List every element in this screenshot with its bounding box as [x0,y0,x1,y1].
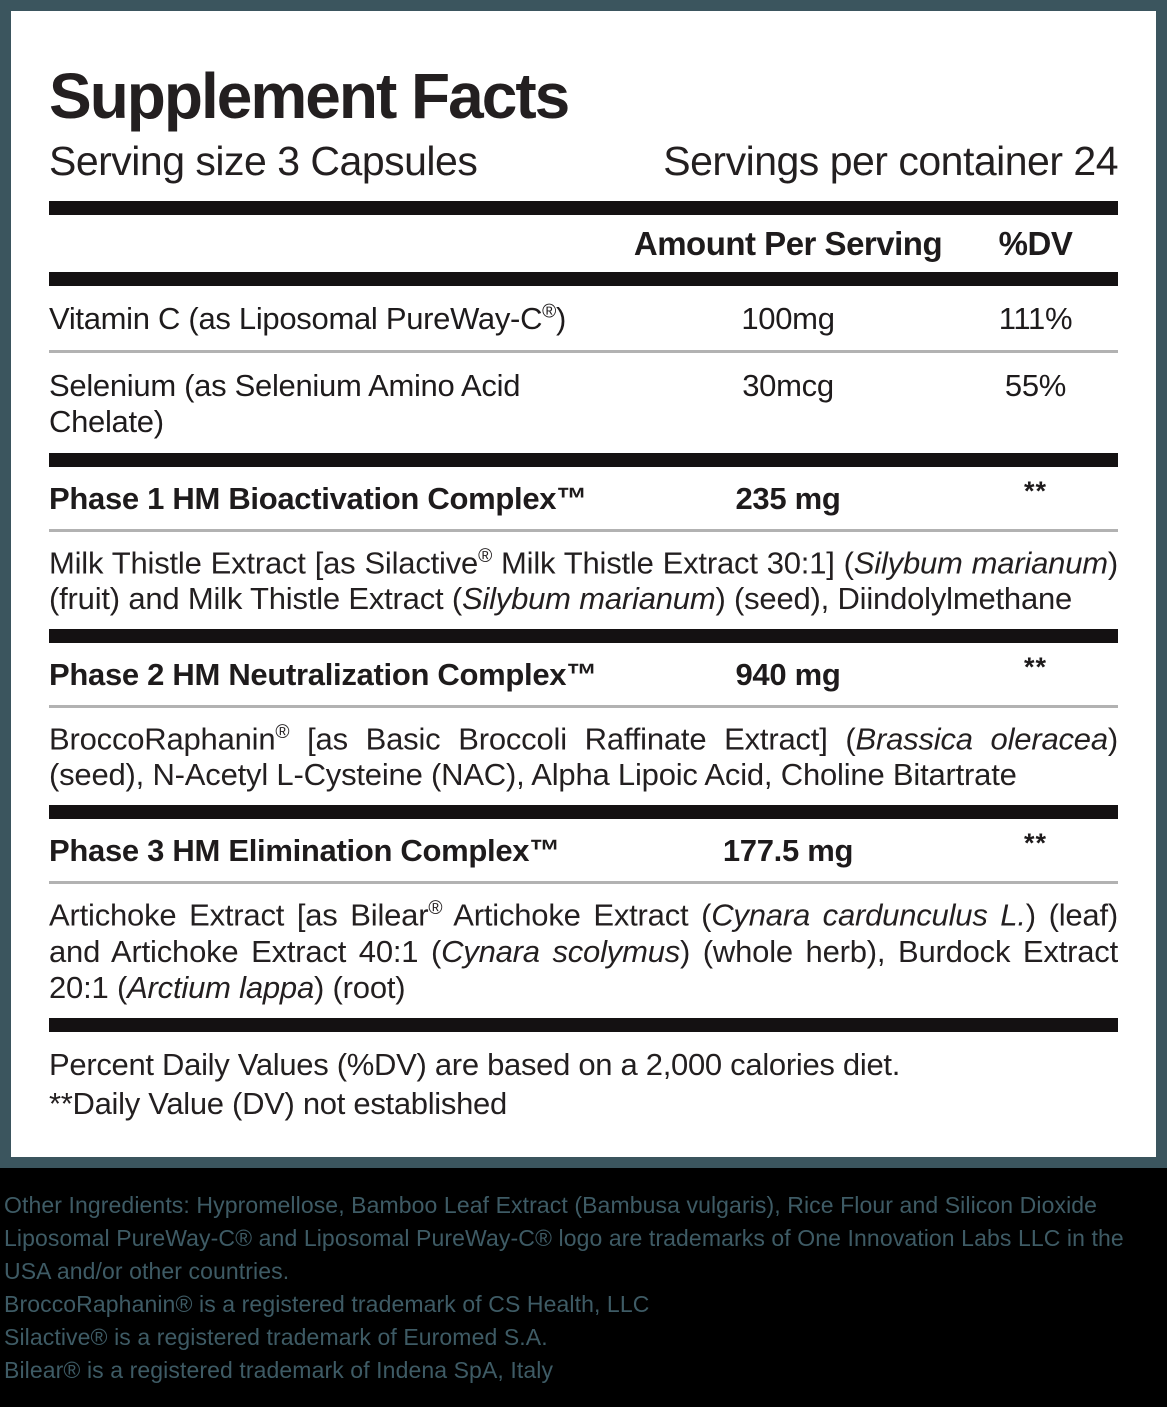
nutrient-row-vitamin-c [49,286,1118,350]
amount-per-serving-header: Amount Per Serving [633,224,943,262]
phase-3-description: Artichoke Extract [as Bilear® Artichoke Extract (Cynara cardunculus L.) (leaf) and Artichoke Extract 40:1 (Cynara scolymus) (whole herb), Burdock Extract 20:1 (Arctium lappa) (root) [49,897,1118,1005]
other-ingredients-footer [0,1168,1167,1407]
phase-name: Phase 2 HM Neutralization Complex™ [49,656,597,692]
thick-bar [49,629,1118,643]
broccoraphanin-trademark-line: BroccoRaphanin® is a registered trademark of CS Health, LLC [4,1291,650,1317]
nutrient-dv: 111% [998,300,1073,336]
phase-row-1 [49,467,1118,529]
supplement-facts-title: Supplement Facts [49,60,569,132]
phase-amount: 235 mg [735,480,841,516]
phase-name: Phase 1 HM Bioactivation Complex™ [49,480,587,516]
nutrient-amount: 100mg [741,300,835,336]
dv-not-established-footnote: **Daily Value (DV) not established [49,1085,507,1121]
phase-amount: 177.5 mg [722,833,854,869]
nutrient-amount: 30mcg [742,367,834,403]
thick-bar [49,201,1118,215]
column-header-row [49,215,1118,272]
phase-amount: 940 mg [735,656,841,692]
nutrient-name: Selenium (as Selenium Amino Acid Chelate) [49,367,521,439]
phase-dv-asterisks: ** [1023,475,1047,506]
thick-bar [49,1018,1118,1032]
other-ingredients-line: Other Ingredients: Hypromellose, Bamboo Leaf Extract (Bambusa vulgaris), Rice Flour and Silicon Dioxide [4,1192,1098,1218]
serving-info-row [49,137,1118,186]
nutrient-name: Vitamin C (as Liposomal PureWay-C®) [49,300,567,336]
thick-bar [49,272,1118,286]
thick-bar [49,453,1118,467]
nutrient-row-selenium [49,353,1118,453]
serving-size: Serving size 3 Capsules [49,138,478,185]
silactive-trademark-line: Silactive® is a registered trademark of Euromed S.A. [4,1324,548,1350]
supplement-facts-panel [11,11,1156,1157]
dv-basis-footnote: Percent Daily Values (%DV) are based on a 2,000 calories diet. [49,1046,901,1082]
percent-dv-header: %DV [998,224,1073,262]
thick-bar [49,805,1118,819]
bilear-trademark-line: Bilear® is a registered trademark of Indena SpA, Italy [4,1357,554,1383]
phase-1-description: Milk Thistle Extract [as Silactive® Milk Thistle Extract 30:1] (Silybum marianum) (fruit) and Milk Thistle Extract (Silybum marianum) (seed), Diindolylmethane [49,544,1118,616]
servings-per-container: Servings per container 24 [663,138,1118,185]
phase-dv-asterisks: ** [1023,828,1047,859]
phase-row-3 [49,819,1118,881]
phase-row-2 [49,643,1118,705]
phase-dv-asterisks: ** [1023,651,1047,682]
nutrient-dv: 55% [1004,367,1067,403]
pureway-trademark-line: Liposomal PureWay-C® and Liposomal PureWay-C® logo are trademarks of One Innovation Labs LLC in the USA and/or other countries. [4,1225,1124,1284]
footnotes [49,1032,1118,1123]
phase-2-description: BroccoRaphanin® [as Basic Broccoli Raffinate Extract] (Brassica oleracea) (seed), N-Acetyl L-Cysteine (NAC), Alpha Lipoic Acid, Choline Bitartrate [49,721,1118,793]
phase-name: Phase 3 HM Elimination Complex™ [49,833,560,869]
